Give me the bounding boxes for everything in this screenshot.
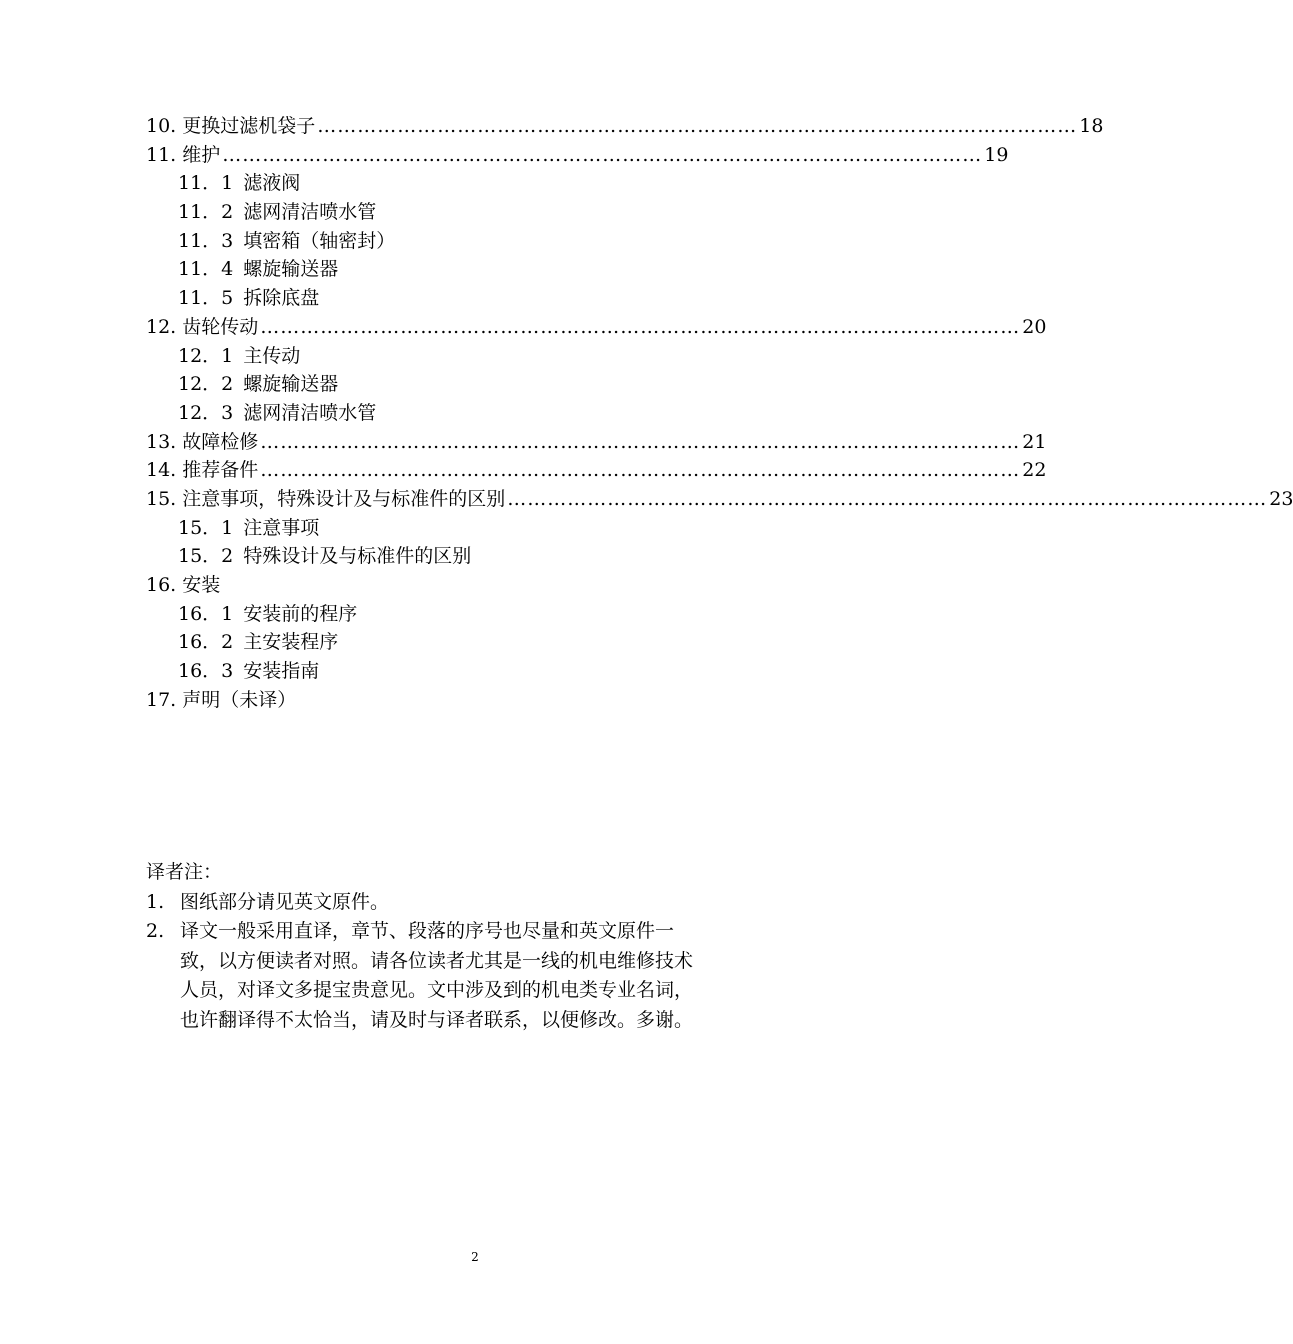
toc-leader-dots: …………………………………………………………………………………………………… [260, 459, 1021, 482]
toc-entry-title: 故障检修 [182, 430, 259, 453]
toc-subentry-number: 12．3 [178, 401, 234, 424]
toc-subentry [146, 227, 746, 256]
toc-entry [146, 485, 1293, 514]
toc-entry-number: 14. [146, 459, 177, 482]
toc-subentry-title: 主传动 [243, 344, 301, 367]
toc-subentry [146, 600, 746, 629]
toc-entry-title: 更换过滤机袋子 [182, 115, 316, 137]
toc-subentry-number: 16．1 [178, 602, 234, 625]
toc-entry-number: 15. [146, 487, 177, 510]
toc-subentry-title: 安装前的程序 [243, 602, 358, 625]
toc-entry-page: 19 [984, 143, 1009, 166]
toc-subentry [146, 628, 746, 657]
note-number: 1. [146, 890, 165, 913]
toc-subentry-number: 12．2 [178, 373, 234, 396]
toc-subentry-number: 11．5 [178, 287, 234, 310]
toc-entry-page: 21 [1022, 430, 1047, 453]
toc-subentry [146, 542, 746, 571]
toc-subentry [146, 342, 746, 371]
toc-subentry-title: 注意事项 [243, 516, 320, 539]
toc-entry-title: 注意事项，特殊设计及与标准件的区别 [182, 487, 506, 510]
toc-entry [146, 571, 746, 600]
note-number: 2. [146, 920, 165, 942]
toc-subentry-number: 11．3 [178, 229, 234, 252]
toc-subentry [146, 284, 746, 313]
toc-entry [146, 686, 746, 715]
toc-subentry [146, 370, 746, 399]
toc-entry [146, 141, 1009, 170]
toc-leader-dots: …………………………………………………………………………………………………… [222, 143, 983, 166]
toc-subentry-number: 15．1 [178, 516, 234, 539]
toc-subentry-number: 16．3 [178, 660, 234, 683]
toc-entry-number: 16. [146, 574, 177, 596]
note-item [146, 917, 706, 1035]
toc-subentry-title: 填密箱（轴密封） [243, 229, 396, 252]
toc-subentry [146, 399, 746, 428]
toc-entry [146, 456, 1047, 485]
translator-notes [146, 858, 706, 1035]
toc-entry-number: 17. [146, 688, 177, 711]
toc-subentry [146, 169, 746, 198]
toc-subentry-title: 滤网清洁喷水管 [243, 201, 377, 224]
note-item [146, 888, 706, 918]
page-number: 2 [471, 1250, 479, 1264]
toc-entry-page: 22 [1022, 459, 1047, 482]
toc-subentry-title: 滤网清洁喷水管 [243, 401, 377, 424]
toc-entry [146, 428, 1047, 457]
toc-entry-page: 23 [1269, 487, 1293, 510]
toc-subentry-number: 12．1 [178, 344, 234, 367]
toc-leader-dots: …………………………………………………………………………………………………… [260, 315, 1021, 338]
toc-subentry-title: 螺旋输送器 [243, 258, 339, 281]
toc-subentry-number: 16．2 [178, 631, 234, 654]
toc-subentry [146, 514, 746, 543]
toc-entry-title: 推荐备件 [182, 459, 259, 482]
toc-leader-dots: …………………………………………………………………………………………………… [260, 430, 1021, 453]
toc-entry-number: 11. [146, 143, 177, 166]
note-text: 译文一般采用直译，章节、段落的序号也尽量和英文原件一致，以方便读者对照。请各位读者尤其是一线的机电维修技术人员，对译文多提宝贵意见。文中涉及到的机电类专业名词，也许翻译得不太恰当，请及时与译者联系，以便修改。多谢。 [180, 920, 694, 1031]
translator-notes-title: 译者注： [146, 861, 223, 883]
toc-entry-number: 13. [146, 430, 177, 453]
toc-entry-title: 安装 [182, 574, 221, 596]
toc-entry-number: 12. [146, 315, 177, 338]
toc-subentry-number: 15．2 [178, 545, 234, 568]
toc-subentry [146, 255, 746, 284]
toc-entry-title: 维护 [182, 143, 221, 166]
toc-subentry [146, 198, 746, 227]
toc-leader-dots: …………………………………………………………………………………………………… [507, 487, 1268, 510]
toc-entry [146, 313, 1047, 342]
toc-entry [146, 112, 1104, 141]
toc-subentry-title: 安装指南 [243, 660, 320, 683]
toc-subentry-title: 特殊设计及与标准件的区别 [243, 545, 472, 568]
toc-subentry-title: 螺旋输送器 [243, 373, 339, 396]
toc-subentry-number: 11．1 [178, 172, 234, 195]
toc-entry-number: 10. [146, 115, 177, 137]
toc-entry-title: 齿轮传动 [182, 315, 259, 338]
toc-subentry-number: 11．2 [178, 201, 234, 224]
toc-entry-page: 18 [1079, 115, 1104, 137]
translator-notes-list [146, 888, 706, 1036]
table-of-contents [146, 112, 1293, 714]
toc-entry-page: 20 [1022, 315, 1047, 338]
toc-leader-dots: …………………………………………………………………………………………………… [317, 115, 1078, 137]
toc-subentry-title: 滤液阀 [243, 172, 301, 195]
toc-subentry [146, 657, 746, 686]
toc-subentry-number: 11．4 [178, 258, 234, 281]
note-text: 图纸部分请见英文原件。 [180, 890, 390, 913]
toc-subentry-title: 主安装程序 [243, 631, 339, 654]
toc-subentry-title: 拆除底盘 [243, 287, 320, 310]
toc-entry-title: 声明（未译） [182, 688, 297, 711]
